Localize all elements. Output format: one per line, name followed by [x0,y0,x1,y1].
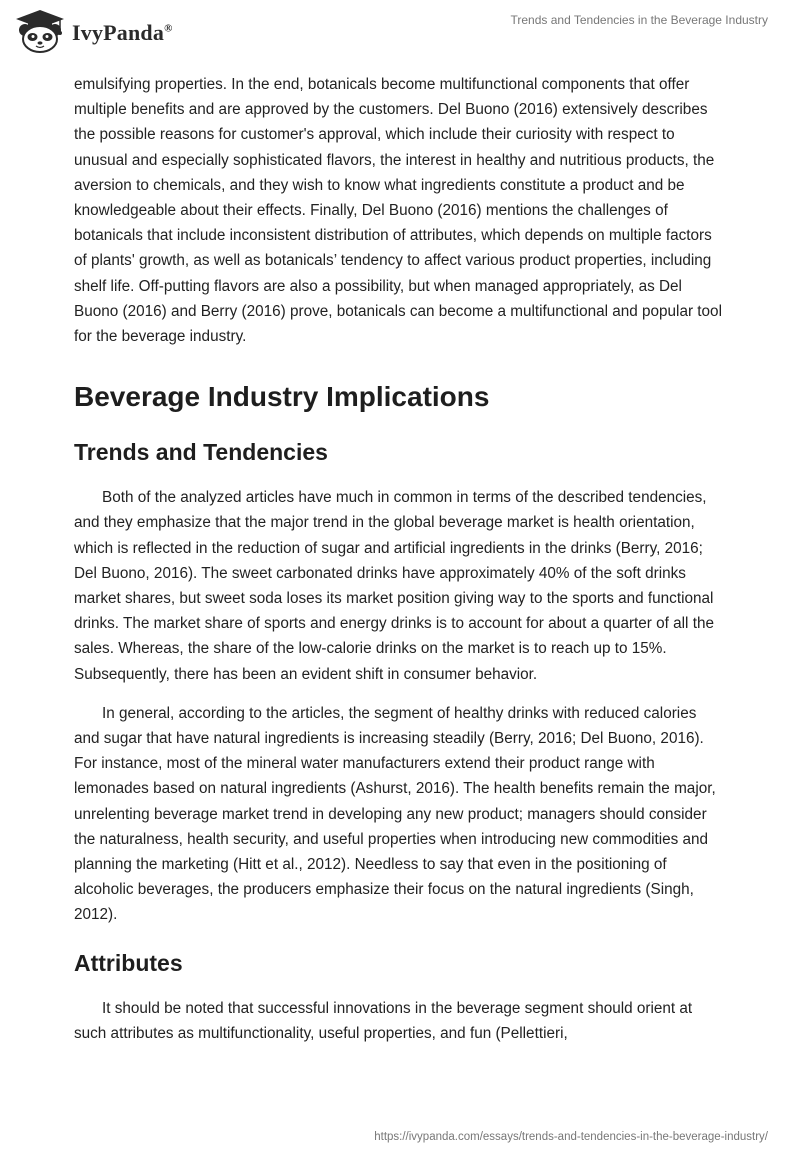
brand-logo[interactable] [14,8,173,54]
brand-name: IvyPanda® [72,20,173,45]
subsection-heading-attributes: Attributes [74,949,183,976]
essay-body [74,72,726,1046]
panda-graduate-icon [14,8,66,54]
paragraph-trends-2: In general, according to the articles, the segment of healthy drinks with reduced calories and sugar that have natural ingredients is increasing steadily (Berry, 2016; Del Buono, 2016). For instance, most of the mineral water manufacturers extend their product range with lemonades based on natural ingredients (Ashurst, 2016). The health benefits remain the major, unrelenting beverage market trend in developing any new product; managers should consider the naturalness, health security, and useful properties when introducing new commodities and planning the marketing (Hitt et al., 2012). Needless to say that even in the positioning of alcoholic beverages, the producers emphasize their focus on the natural ingredients (Singh, 2012). [74,704,716,924]
document-title: Trends and Tendencies in the Beverage Industry [510,13,768,27]
page-header [0,0,800,70]
paragraph-trends-1: Both of the analyzed articles have much in common in terms of the described tendencies, and they emphasize that the major trend in the global beverage market is health orientation, which is reflected in the reduction of sugar and artificial ingredients in the drinks (Berry, 2016; Del Buono, 2016). The sweet carbonated drinks have approximately 40% of the soft drinks market shares, but sweet soda loses its market position giving way to the sports and functional drinks. The market share of sports and energy drinks is to account for about a quarter of all the sales. Whereas, the share of the low-calorie drinks on the market is to reach up to 15%. Subsequently, there has been an evident shift in consumer behavior. [74,489,714,683]
section-heading: Beverage Industry Implications [74,381,490,413]
subsection-heading-trends: Trends and Tendencies [74,439,328,466]
paragraph-continuation: emulsifying properties. In the end, botanicals become multifunctional components that offer multiple benefits and are approved by the customers. Del Buono (2016) extensively describes the possible reasons for customer's approval, which include their curiosity with respect to unusual and especially sophisticated flavors, the interest in healthy and nutritious products, the aversion to chemicals, and they wish to know what ingredients constitute a product and be knowledgeable about their effects. Finally, Del Buono (2016) mentions the challenges of botanicals that include inconsistent distribution of attributes, which depends on multiple factors of plants' growth, as well as botanicals’ tendency to affect various product properties, including shelf life. Off-putting flavors are also a possibility, but when managed appropriately, as Del Buono (2016) and Berry (2016) prove, botanicals can become a multifunctional and popular tool for the beverage industry. [74,76,722,346]
paragraph-attributes-1: It should be noted that successful innovations in the beverage segment should orient at such attributes as multifunctionality, useful properties, and fun (Pellettieri, [74,999,693,1042]
source-url[interactable]: https://ivypanda.com/essays/trends-and-tendencies-in-the-beverage-industry/ [374,1131,768,1143]
